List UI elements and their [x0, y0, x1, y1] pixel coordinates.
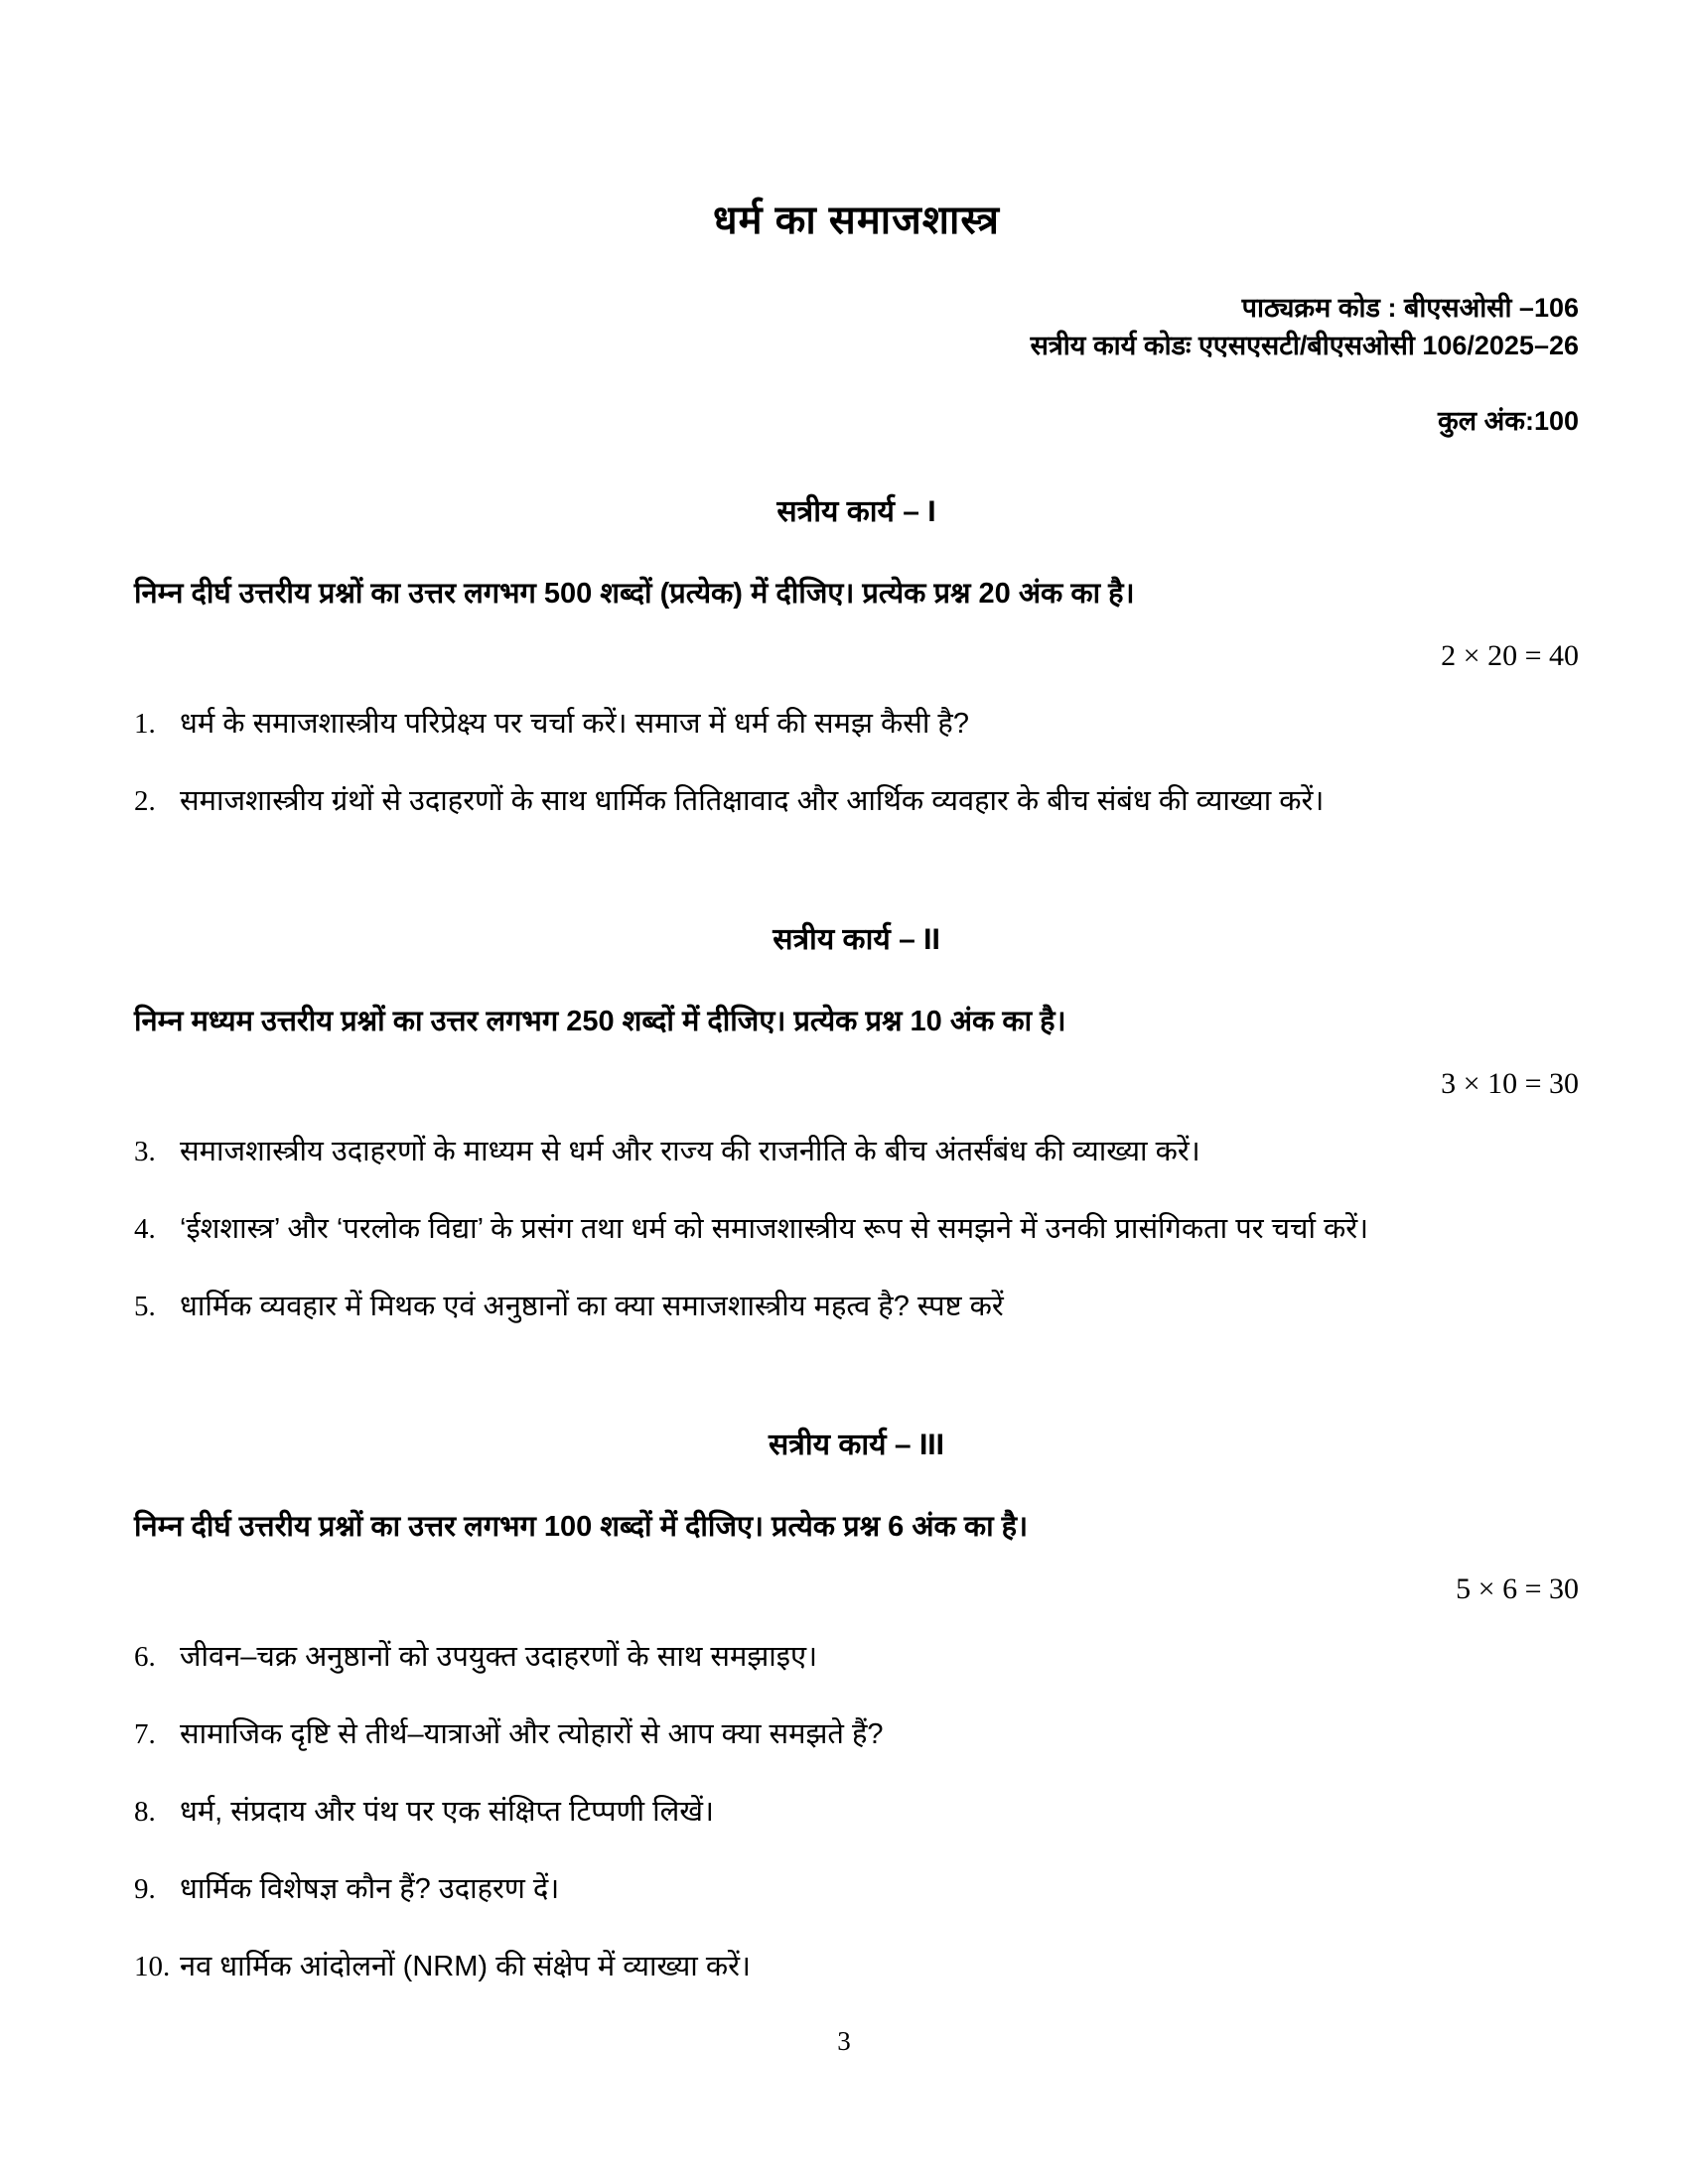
total-marks: कुल अंक:100 — [1438, 406, 1579, 436]
assignment-code-line: सत्रीय कार्य कोडः एएसएसटी/बीएसओसी 106/2025–26 — [1030, 331, 1579, 360]
question-text: धर्म के समाजशास्त्रीय परिप्रेक्ष्य पर चर्चा करें। समाज में धर्म की समझ कैसी है? — [180, 708, 969, 740]
question-3 — [134, 1113, 1579, 1190]
question-text: नव धार्मिक आंदोलनों (NRM) की संक्षेप में व्याख्या करें। — [180, 1951, 751, 1982]
question-7 — [134, 1696, 1579, 1773]
marks-formula-1: 2 × 20 = 40 — [1441, 639, 1579, 672]
question-text: धार्मिक व्यवहार में मिथक एवं अनुष्ठानों का क्या समाजशास्त्रीय महत्व है? स्पष्ट करें — [180, 1291, 1004, 1322]
section-instruction-2: निम्न मध्यम उत्तरीय प्रश्नों का उत्तर लगभग 250 शब्दों में दीजिए। प्रत्येक प्रश्न 10 अंक का है। — [134, 1006, 1066, 1037]
question-2 — [134, 762, 1579, 840]
question-number: 8. — [134, 1796, 156, 1828]
question-number: 5. — [134, 1291, 156, 1322]
section-instruction-1: निम्न दीर्घ उत्तरीय प्रश्नों का उत्तर लगभग 500 शब्दों (प्रत्येक) में दीजिए। प्रत्येक प्रश्न 20 अंक का है। — [134, 578, 1135, 610]
question-4 — [134, 1190, 1579, 1268]
question-10 — [134, 1928, 1579, 2005]
question-1 — [134, 685, 1579, 762]
course-meta — [134, 289, 1579, 440]
question-text: समाजशास्त्रीय उदाहरणों के माध्यम से धर्म और राज्य की राजनीति के बीच अंतर्संबंध की व्याख्या करें। — [180, 1136, 1200, 1167]
question-number: 6. — [134, 1641, 156, 1673]
question-9 — [134, 1850, 1579, 1928]
section-heading-3: सत्रीय कार्य – III — [769, 1429, 944, 1461]
question-number: 9. — [134, 1873, 156, 1905]
question-text: धर्म, संप्रदाय और पंथ पर एक संक्षिप्त टिप्पणी लिखें। — [180, 1796, 714, 1828]
question-number: 4. — [134, 1213, 156, 1245]
question-text: समाजशास्त्रीय ग्रंथों से उदाहरणों के साथ धार्मिक तितिक्षावाद और आर्थिक व्यवहार के बीच संबंध की व्याख्या करें। — [180, 785, 1325, 817]
question-5 — [134, 1268, 1579, 1345]
section-heading-1: सत्रीय कार्य – I — [776, 495, 936, 528]
question-number: 2. — [134, 785, 156, 817]
page-title: धर्म का समाजशास्त्र — [712, 199, 1001, 242]
marks-formula-3: 5 × 6 = 30 — [1456, 1572, 1579, 1605]
section-instruction-3: निम्न दीर्घ उत्तरीय प्रश्नों का उत्तर लगभग 100 शब्दों में दीजिए। प्रत्येक प्रश्न 6 अंक का है। — [134, 1511, 1029, 1543]
question-text: ‘ईशशास्त्र’ और ‘परलोक विद्या’ के प्रसंग तथा धर्म को समाजशास्त्रीय रूप से समझने में उनकी प्रासंगिकता पर चर्चा करें। — [180, 1213, 1369, 1245]
question-8 — [134, 1773, 1579, 1850]
question-6 — [134, 1618, 1579, 1696]
course-code-line: पाठ्यक्रम कोड : बीएसओसी –106 — [1241, 293, 1579, 323]
question-number: 1. — [134, 708, 156, 740]
question-text: जीवन–चक्र अनुष्ठानों को उपयुक्त उदाहरणों के साथ समझाइए। — [180, 1641, 818, 1673]
question-text: सामाजिक दृष्टि से तीर्थ–यात्राओं और त्योहारों से आप क्या समझते हैं? — [180, 1718, 884, 1750]
question-number: 3. — [134, 1136, 156, 1167]
section-heading-2: सत्रीय कार्य – II — [773, 923, 940, 956]
marks-formula-2: 3 × 10 = 30 — [1441, 1067, 1579, 1100]
page-number: 3 — [837, 2026, 851, 2056]
question-number: 10. — [134, 1951, 171, 1982]
question-number: 7. — [134, 1718, 156, 1750]
question-text: धार्मिक विशेषज्ञ कौन हैं? उदाहरण दें। — [180, 1873, 560, 1905]
